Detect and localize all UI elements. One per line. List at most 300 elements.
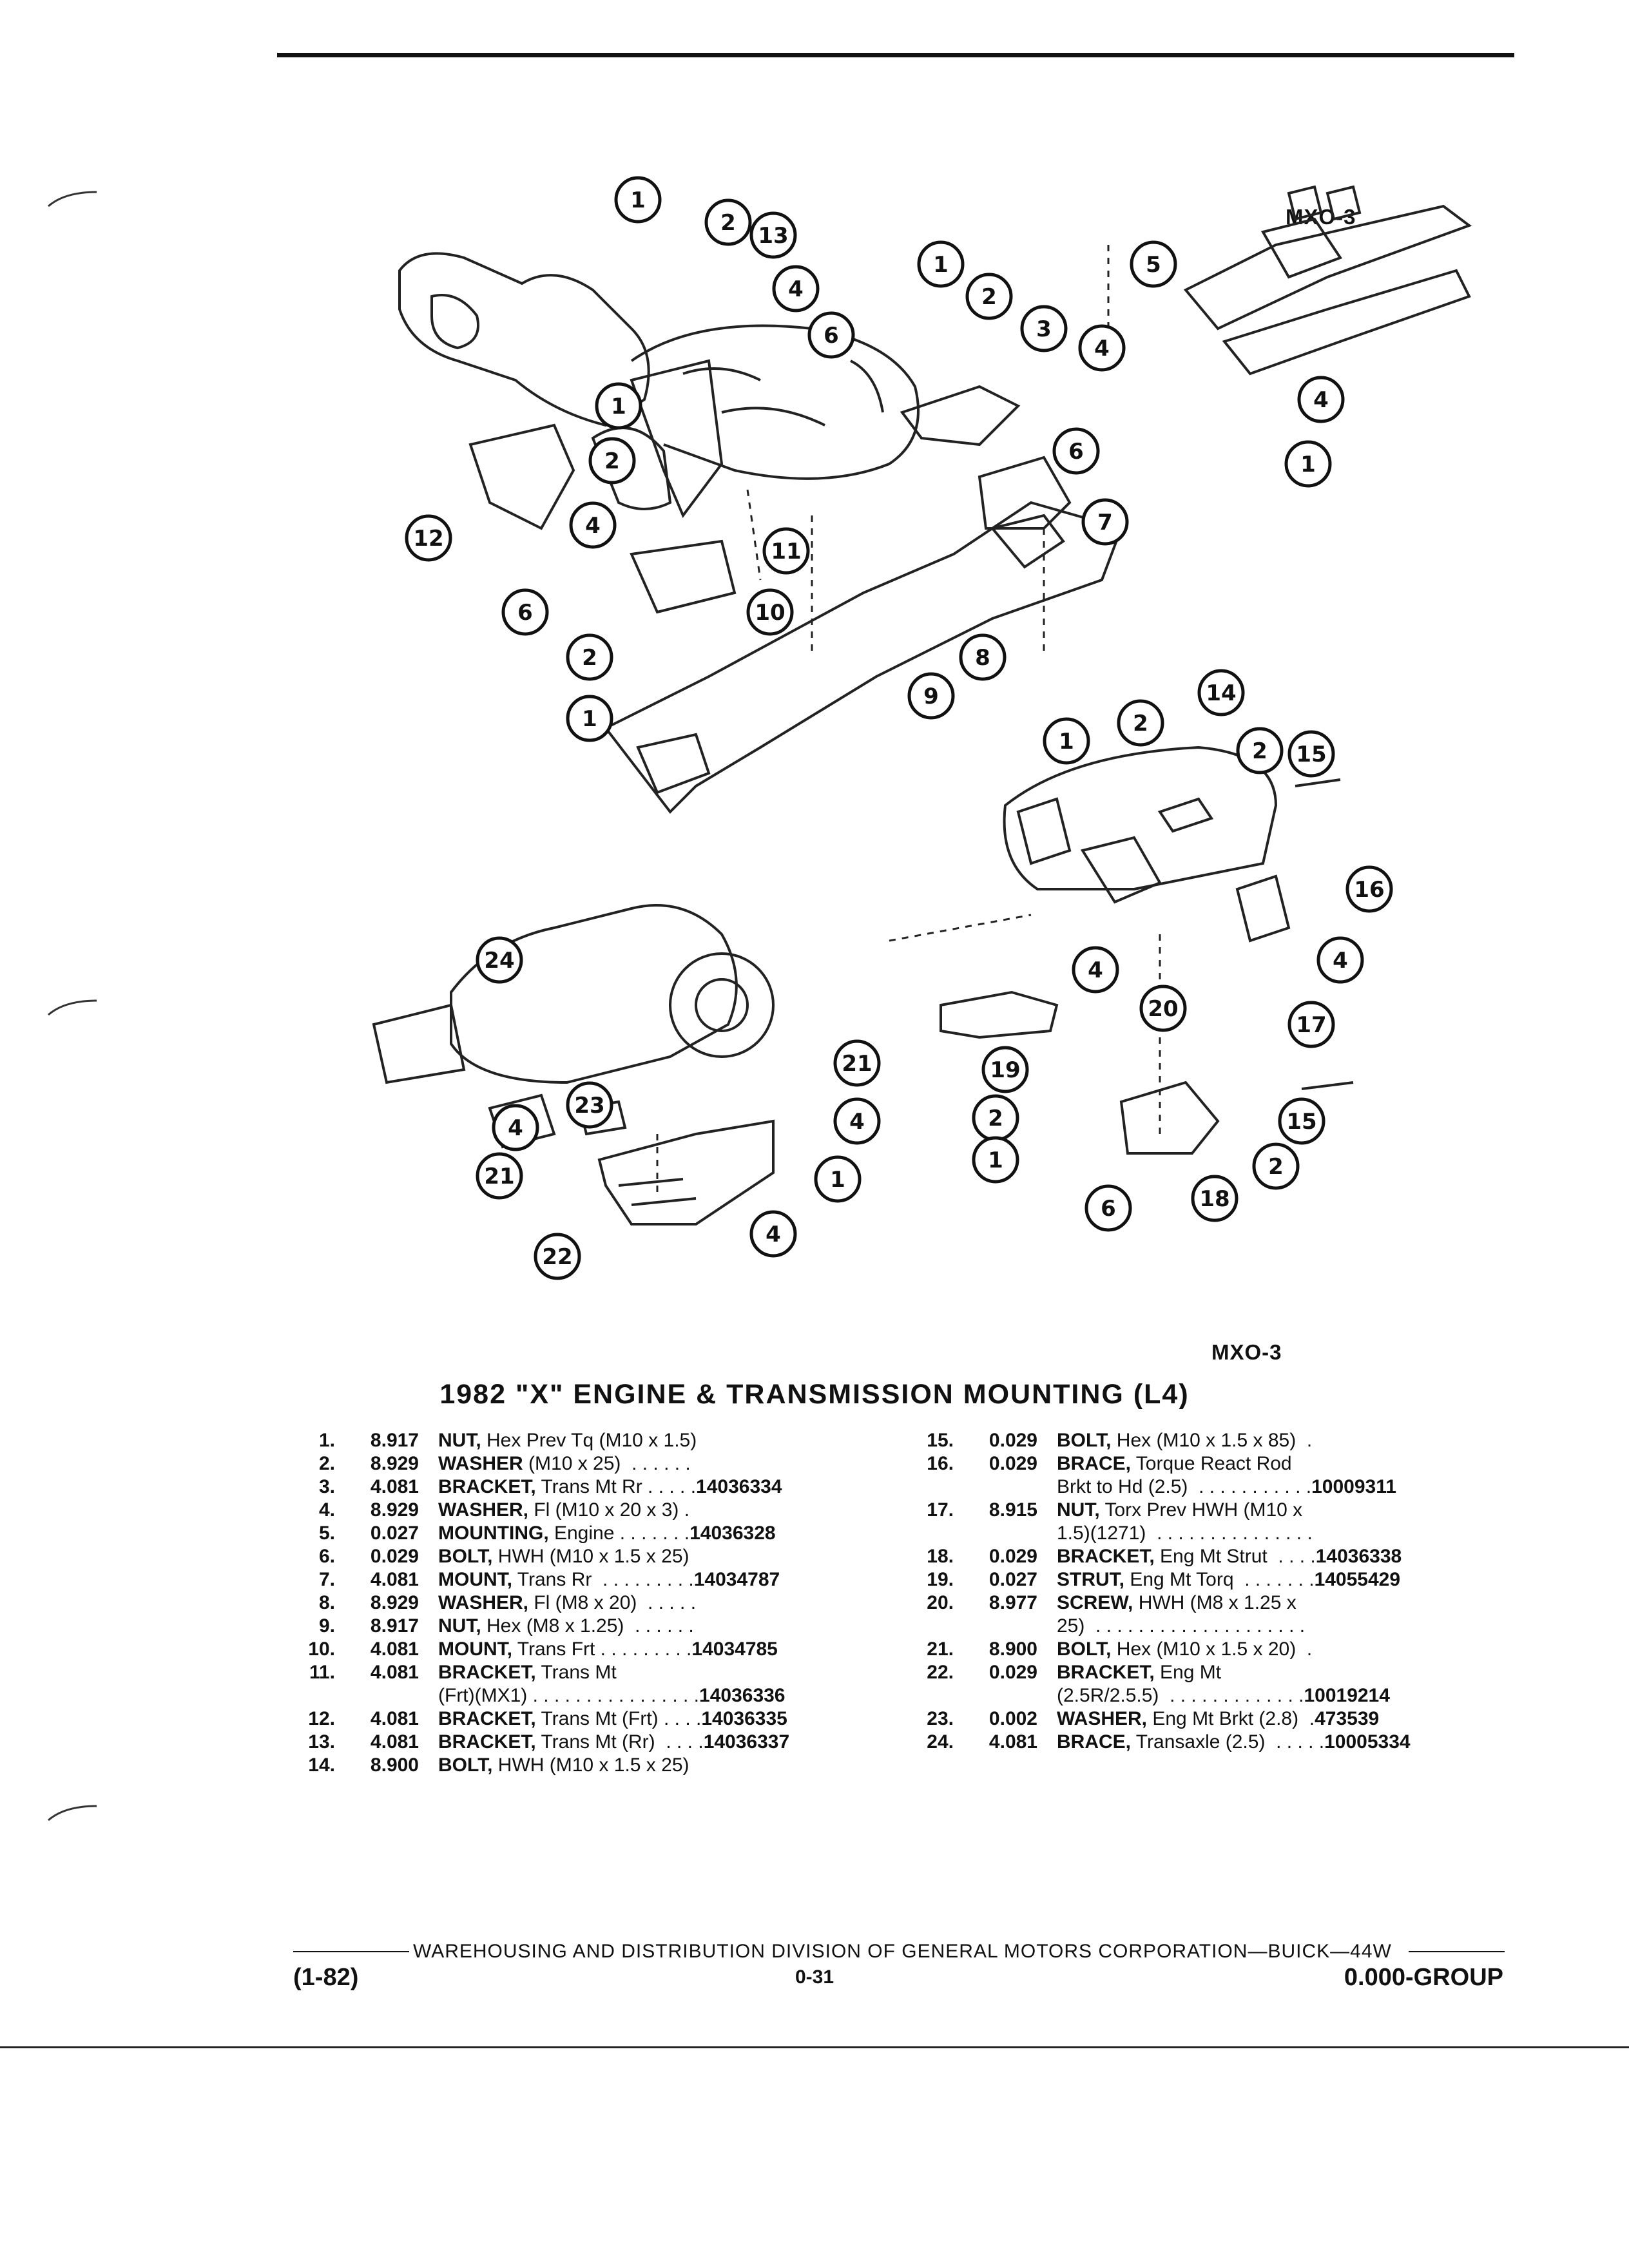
parts-row [284, 1731, 789, 1754]
svg-text:12: 12 [413, 526, 444, 552]
item-number: 22. [927, 1662, 954, 1683]
callout-20 [1141, 986, 1185, 1030]
group-number: 0.029 [988, 1453, 1037, 1474]
item-description [1057, 1545, 1402, 1568]
svg-text:1: 1 [1059, 729, 1074, 754]
part-detail: HWH (M8 x 1.25 x [1133, 1592, 1296, 1613]
svg-text:18: 18 [1199, 1186, 1230, 1212]
part-number: 14036335 [701, 1708, 787, 1729]
part-detail: Eng Mt Brkt (2.8) . [1147, 1708, 1315, 1729]
callout-1 [597, 384, 641, 428]
callout-23 [568, 1083, 612, 1127]
part-number: 14036328 [689, 1523, 776, 1544]
group-number: 4.081 [370, 1708, 419, 1729]
item-description [1057, 1568, 1400, 1591]
callout-1 [568, 697, 612, 740]
part-name: BOLT, [438, 1754, 493, 1776]
group-number: 8.929 [370, 1592, 419, 1613]
parts-row [902, 1429, 1411, 1452]
group-number: 0.029 [370, 1546, 419, 1567]
item-description [1057, 1661, 1221, 1684]
item-description [438, 1522, 776, 1545]
callout-22 [535, 1235, 579, 1278]
parts-row [284, 1684, 789, 1707]
part-detail: Fl (M8 x 20) . . . . . [528, 1592, 697, 1613]
item-description [1057, 1499, 1302, 1522]
part-name: WASHER, [1057, 1708, 1148, 1729]
part-detail: (Frt)(MX1) . . . . . . . . . . . . . . . . [438, 1685, 700, 1706]
item-number: 9. [318, 1615, 335, 1637]
item-description [438, 1707, 787, 1731]
callout-4 [494, 1106, 537, 1149]
item-number [902, 1684, 954, 1707]
parts-row [902, 1475, 1411, 1499]
part-name: STRUT, [1057, 1569, 1124, 1590]
callout-1 [1045, 719, 1088, 763]
parts-row [902, 1731, 1411, 1754]
item-number: 1. [318, 1430, 335, 1451]
header-rule [277, 53, 1514, 57]
group-number [954, 1475, 1037, 1499]
svg-text:17: 17 [1296, 1012, 1327, 1038]
part-name: NUT, [1057, 1499, 1100, 1521]
item-number: 13. [308, 1731, 335, 1753]
parts-row [284, 1545, 789, 1568]
group-number: 4.081 [370, 1662, 419, 1683]
item-description [438, 1638, 778, 1661]
part-detail: (M10 x 25) . . . . . . [523, 1453, 691, 1474]
item-number: 16. [927, 1453, 954, 1474]
svg-text:15: 15 [1286, 1109, 1317, 1135]
item-description [1057, 1429, 1312, 1452]
item-number: 12. [308, 1708, 335, 1729]
svg-text:21: 21 [484, 1164, 515, 1189]
callout-5 [1132, 242, 1175, 286]
parts-row [902, 1638, 1411, 1661]
footer-division-line [293, 1941, 1505, 1963]
svg-text:6: 6 [1101, 1196, 1116, 1222]
group-number: 8.915 [988, 1499, 1037, 1521]
part-detail: HWH (M10 x 1.5 x 25) [492, 1754, 689, 1776]
part-detail: Torque React Rod [1131, 1453, 1292, 1474]
item-description [1057, 1707, 1379, 1731]
item-description [438, 1754, 689, 1777]
group-number: 0.029 [988, 1430, 1037, 1451]
group-number: 0.027 [370, 1523, 419, 1544]
callout-4 [571, 503, 615, 547]
margin-mark [45, 1801, 103, 1827]
bottom-rule [0, 2046, 1629, 2048]
group-number: 8.917 [370, 1430, 419, 1451]
svg-text:15: 15 [1296, 742, 1327, 767]
callout-8 [961, 635, 1005, 679]
margin-mark [45, 995, 103, 1021]
item-description [438, 1661, 617, 1684]
item-description [1057, 1591, 1296, 1615]
callout-14 [1199, 671, 1243, 715]
item-description [1057, 1452, 1292, 1475]
part-number: 14055429 [1314, 1569, 1401, 1590]
svg-text:2: 2 [1252, 738, 1268, 764]
parts-row [902, 1568, 1411, 1591]
svg-text:2: 2 [988, 1106, 1003, 1131]
group-number: 0.027 [988, 1569, 1037, 1590]
svg-text:10: 10 [755, 600, 786, 626]
part-detail: 1.5)(1271) . . . . . . . . . . . . . . . [1057, 1523, 1313, 1544]
part-number: 14036336 [699, 1685, 786, 1706]
callout-1 [616, 178, 660, 222]
part-name: BRACE, [1057, 1731, 1132, 1753]
parts-row [284, 1568, 789, 1591]
part-name: WASHER, [438, 1592, 529, 1613]
parts-row [284, 1754, 789, 1777]
item-number: 3. [318, 1476, 335, 1497]
part-name: BRACKET, [438, 1708, 536, 1729]
part-name: MOUNT, [438, 1639, 512, 1660]
page-number: 0-31 [795, 1966, 834, 1988]
parts-row [284, 1499, 789, 1522]
parts-list-right [902, 1429, 1411, 1754]
part-number: 10005334 [1324, 1731, 1411, 1753]
svg-text:4: 4 [766, 1222, 781, 1247]
group-number: 4.081 [370, 1639, 419, 1660]
part-number: 14034785 [691, 1639, 778, 1660]
callout-4 [835, 1099, 879, 1143]
callout-2 [974, 1096, 1017, 1140]
svg-text:4: 4 [788, 276, 804, 302]
svg-text:4: 4 [585, 513, 601, 539]
svg-text:3: 3 [1036, 316, 1052, 342]
parts-row [902, 1499, 1411, 1522]
item-number: 17. [927, 1499, 954, 1521]
part-name: MOUNT, [438, 1569, 512, 1590]
item-number: 11. [309, 1662, 335, 1683]
callout-1 [816, 1157, 860, 1201]
part-detail: Trans Frt . . . . . . . . . [512, 1639, 692, 1660]
svg-text:4: 4 [1313, 387, 1329, 413]
svg-text:2: 2 [604, 448, 620, 474]
item-number: 7. [318, 1569, 335, 1590]
parts-row [284, 1591, 789, 1615]
item-number [902, 1615, 954, 1638]
callout-11 [764, 529, 808, 573]
group-number [335, 1684, 419, 1707]
callout-17 [1289, 1003, 1333, 1046]
part-name: WASHER [438, 1453, 523, 1474]
callout-21 [835, 1041, 879, 1085]
svg-text:6: 6 [824, 323, 839, 349]
part-detail: Eng Mt Strut . . . . [1154, 1546, 1316, 1567]
parts-row [902, 1661, 1411, 1684]
svg-text:4: 4 [1094, 336, 1110, 361]
callout-15 [1289, 732, 1333, 776]
part-name: BOLT, [1057, 1430, 1112, 1451]
group-number: 4.081 [370, 1569, 419, 1590]
group-number: 8.900 [988, 1639, 1037, 1660]
part-name: BRACKET, [438, 1476, 536, 1497]
group-number [954, 1615, 1037, 1638]
group-number: 0.029 [988, 1546, 1037, 1567]
parts-list-left [284, 1429, 789, 1777]
footer-rule-left [293, 1951, 409, 1952]
part-name: SCREW, [1057, 1592, 1133, 1613]
svg-text:23: 23 [574, 1093, 605, 1119]
part-name: BRACKET, [438, 1731, 536, 1753]
item-description [1057, 1475, 1396, 1499]
callout-2 [1254, 1144, 1298, 1188]
item-number [902, 1522, 954, 1545]
item-number [284, 1684, 335, 1707]
callout-19 [983, 1048, 1027, 1091]
part-detail: Trans Mt (Rr) . . . . [535, 1731, 704, 1753]
part-name: BRACKET, [1057, 1546, 1155, 1567]
svg-text:1: 1 [933, 252, 949, 278]
item-number: 6. [318, 1546, 335, 1567]
item-number: 10. [308, 1639, 335, 1660]
svg-text:7: 7 [1097, 510, 1113, 535]
part-detail: Trans Mt (Frt) . . . . [535, 1708, 702, 1729]
footer-group: 0.000-GROUP [1344, 1964, 1503, 1991]
group-number: 8.977 [988, 1592, 1037, 1613]
part-number: 10009311 [1311, 1476, 1396, 1497]
callout-7 [1083, 500, 1127, 544]
callout-4 [751, 1212, 795, 1256]
part-detail: Hex (M10 x 1.5 x 85) . [1111, 1430, 1313, 1451]
callout-6 [1054, 429, 1098, 473]
item-description [438, 1568, 780, 1591]
item-description [438, 1545, 689, 1568]
parts-row [284, 1638, 789, 1661]
item-number [902, 1475, 954, 1499]
callout-6 [1086, 1186, 1130, 1230]
svg-text:22: 22 [542, 1244, 573, 1270]
item-description [1057, 1731, 1411, 1754]
callout-13 [751, 213, 795, 257]
svg-text:16: 16 [1354, 877, 1385, 903]
item-description [438, 1591, 696, 1615]
parts-row [284, 1615, 789, 1638]
callout-24 [477, 938, 521, 982]
parts-row [284, 1707, 789, 1731]
part-detail: Trans Mt [535, 1662, 617, 1683]
svg-text:1: 1 [988, 1148, 1003, 1173]
item-description [438, 1429, 697, 1452]
group-number: 0.029 [988, 1662, 1037, 1683]
item-description [1057, 1615, 1305, 1638]
callout-9 [909, 674, 953, 718]
parts-row [902, 1615, 1411, 1638]
svg-text:2: 2 [1133, 711, 1148, 736]
part-name: BOLT, [438, 1546, 493, 1567]
callout-18 [1193, 1177, 1237, 1220]
item-description [1057, 1522, 1313, 1545]
svg-text:11: 11 [771, 539, 802, 564]
item-description [438, 1684, 786, 1707]
callout-2 [1119, 701, 1162, 745]
parts-row [284, 1522, 789, 1545]
parts-row [284, 1452, 789, 1475]
page-title: 1982 "X" ENGINE & TRANSMISSION MOUNTING (L4) [439, 1379, 1190, 1410]
svg-text:5: 5 [1146, 252, 1161, 278]
svg-text:2: 2 [981, 284, 997, 310]
item-number: 18. [927, 1546, 954, 1567]
callout-12 [407, 516, 450, 560]
svg-text:20: 20 [1148, 996, 1179, 1022]
svg-text:1: 1 [630, 187, 646, 213]
callout-15 [1280, 1099, 1324, 1143]
part-detail: 25) . . . . . . . . . . . . . . . . . . . . [1057, 1615, 1306, 1637]
callout-4 [1318, 938, 1362, 982]
callout-2 [1238, 729, 1282, 773]
svg-text:4: 4 [508, 1115, 523, 1141]
svg-text:2: 2 [1268, 1154, 1284, 1180]
svg-text:1: 1 [582, 706, 597, 732]
svg-text:6: 6 [517, 600, 533, 626]
svg-text:1: 1 [830, 1167, 845, 1193]
svg-text:2: 2 [582, 645, 597, 671]
item-number: 4. [318, 1499, 335, 1521]
part-name: MOUNTING, [438, 1523, 549, 1544]
svg-text:4: 4 [1088, 957, 1103, 983]
item-description [1057, 1638, 1312, 1661]
part-detail: Hex (M8 x 1.25) . . . . . . [481, 1615, 694, 1637]
callout-6 [809, 313, 853, 357]
parts-row [902, 1522, 1411, 1545]
part-detail: Transaxle (2.5) . . . . . [1131, 1731, 1325, 1753]
svg-text:4: 4 [849, 1109, 865, 1135]
footer-rule-right [1409, 1951, 1505, 1952]
part-detail: HWH (M10 x 1.5 x 25) [492, 1546, 689, 1567]
item-number: 20. [927, 1592, 954, 1613]
group-number: 8.900 [370, 1754, 419, 1776]
part-detail: Hex Prev Tq (M10 x 1.5) [481, 1430, 697, 1451]
group-number: 4.081 [988, 1731, 1037, 1753]
item-description [438, 1475, 782, 1499]
callout-10 [748, 590, 792, 634]
group-number: 4.081 [370, 1731, 419, 1753]
group-number: 8.917 [370, 1615, 419, 1637]
group-number: 0.002 [988, 1708, 1037, 1729]
parts-row [902, 1545, 1411, 1568]
svg-text:6: 6 [1068, 439, 1084, 465]
callout-1 [919, 242, 963, 286]
part-detail: Trans Rr . . . . . . . . . [512, 1569, 694, 1590]
svg-text:1: 1 [1300, 452, 1316, 477]
item-number: 23. [927, 1708, 954, 1729]
item-description [438, 1452, 691, 1475]
callout-3 [1022, 307, 1066, 351]
part-name: NUT, [438, 1615, 481, 1637]
part-name: BOLT, [1057, 1639, 1112, 1660]
mounting-diagram [361, 168, 1559, 1302]
parts-row [284, 1475, 789, 1499]
group-number: 8.929 [370, 1453, 419, 1474]
part-number: 14034787 [693, 1569, 780, 1590]
part-number: 10019214 [1304, 1685, 1390, 1706]
part-detail: Torx Prev HWH (M10 x [1099, 1499, 1303, 1521]
part-name: BRACKET, [1057, 1662, 1155, 1683]
callout-2 [706, 200, 750, 244]
callout-4 [1074, 948, 1117, 992]
callout-1 [974, 1138, 1017, 1182]
svg-text:1: 1 [611, 394, 626, 419]
svg-text:21: 21 [842, 1051, 872, 1077]
group-number: 8.929 [370, 1499, 419, 1521]
svg-text:14: 14 [1206, 680, 1237, 706]
svg-text:8: 8 [975, 645, 990, 671]
item-number: 2. [318, 1453, 335, 1474]
item-description [1057, 1684, 1390, 1707]
part-detail: Engine . . . . . . . [548, 1523, 690, 1544]
part-name: BRACKET, [438, 1662, 536, 1683]
parts-row [902, 1452, 1411, 1475]
parts-row [902, 1707, 1411, 1731]
part-number: 14036338 [1315, 1546, 1402, 1567]
item-number: 5. [318, 1523, 335, 1544]
part-detail: Trans Mt Rr . . . . . [535, 1476, 697, 1497]
group-number [954, 1522, 1037, 1545]
callout-21 [477, 1154, 521, 1198]
item-description [438, 1615, 694, 1638]
part-number: 14036337 [703, 1731, 790, 1753]
part-number: 14036334 [696, 1476, 782, 1497]
part-number: 473539 [1315, 1708, 1380, 1729]
callout-2 [590, 439, 634, 483]
item-description [438, 1731, 789, 1754]
part-name: BRACE, [1057, 1453, 1132, 1474]
parts-row [284, 1429, 789, 1452]
svg-text:19: 19 [990, 1057, 1021, 1083]
callout-16 [1347, 867, 1391, 911]
callout-4 [774, 267, 818, 311]
part-name: NUT, [438, 1430, 481, 1451]
part-detail: Fl (M10 x 20 x 3) . [528, 1499, 690, 1521]
callout-1 [1286, 442, 1330, 486]
part-detail: Eng Mt Torq . . . . . . . [1124, 1569, 1315, 1590]
item-number: 8. [318, 1592, 335, 1613]
part-detail: Eng Mt [1154, 1662, 1222, 1683]
part-detail: (2.5R/2.5.5) . . . . . . . . . . . . . [1057, 1685, 1304, 1706]
svg-text:4: 4 [1333, 948, 1348, 974]
figure-code-top: MXO-3 [1286, 205, 1356, 229]
group-number: 4.081 [370, 1476, 419, 1497]
part-detail: Hex (M10 x 1.5 x 20) . [1111, 1639, 1313, 1660]
footer-division: WAREHOUSING AND DISTRIBUTION DIVISION OF GENERAL MOTORS CORPORATION—BUICK—44W [413, 1941, 1392, 1962]
callout-4 [1299, 378, 1343, 421]
group-number [954, 1684, 1037, 1707]
item-number: 14. [308, 1754, 335, 1776]
parts-row [902, 1591, 1411, 1615]
svg-text:2: 2 [720, 210, 736, 236]
parts-row [902, 1684, 1411, 1707]
item-description [438, 1499, 689, 1522]
item-number: 24. [927, 1731, 954, 1753]
item-number: 15. [927, 1430, 954, 1451]
callout-4 [1080, 326, 1124, 370]
footer-date: (1-82) [293, 1964, 359, 1991]
callout-2 [967, 274, 1011, 318]
callout-2 [568, 635, 612, 679]
part-detail: Brkt to Hd (2.5) . . . . . . . . . . . [1057, 1476, 1312, 1497]
figure-code-bottom: MXO-3 [1211, 1340, 1282, 1364]
part-name: WASHER, [438, 1499, 529, 1521]
svg-text:24: 24 [484, 948, 515, 974]
item-number: 19. [927, 1569, 954, 1590]
callout-6 [503, 590, 547, 634]
svg-text:9: 9 [923, 684, 939, 709]
parts-row [284, 1661, 789, 1684]
svg-text:13: 13 [758, 223, 789, 249]
